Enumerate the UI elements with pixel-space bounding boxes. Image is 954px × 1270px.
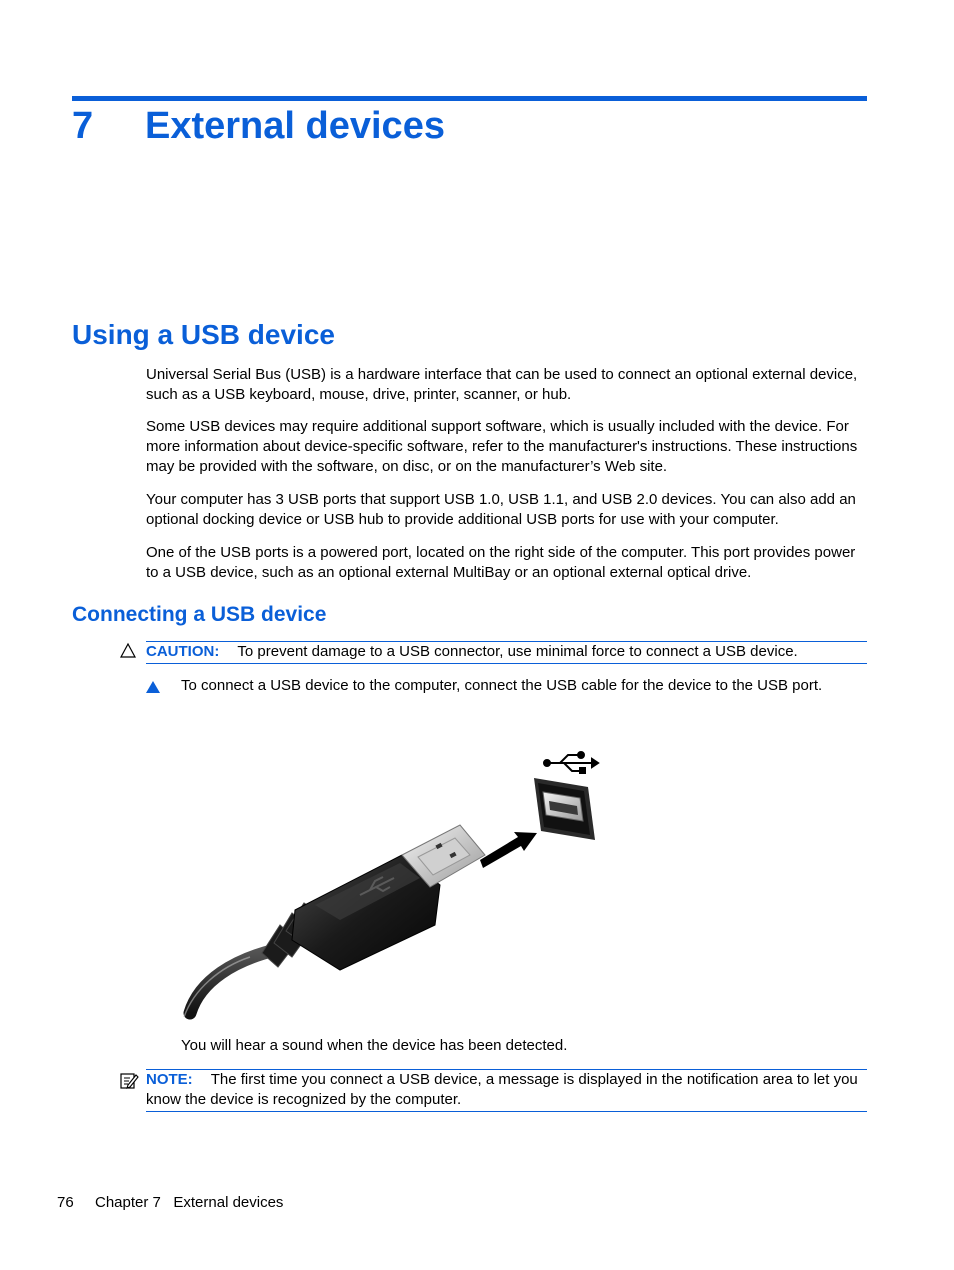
paragraph-intro: Universal Serial Bus (USB) is a hardware interface that can be used to connect an optional external device, such as a USB keyboard, mouse, drive, printer, scanner, or hub. xyxy=(146,366,858,403)
chapter-title: External devices xyxy=(145,105,445,147)
step-triangle-icon xyxy=(145,679,161,695)
caution-triangle-icon xyxy=(119,642,137,660)
paragraph-software: Some USB devices may require additional support software, which is usually included with the device. For more information about device-specific software, refer to the manufacturer's instructions. These instructions may be provided with the software, on disc, or on the manufacturer’s Web site. xyxy=(146,418,858,475)
paragraph-ports: Your computer has 3 USB ports that support USB 1.0, USB 1.1, and USB 2.0 devices. You can also add an optional docking device or USB hub to provide additional USB ports for use with your computer. xyxy=(146,491,856,528)
chapter-number: 7 xyxy=(72,105,94,147)
usb-symbol-icon xyxy=(544,752,598,773)
note-pencil-icon xyxy=(119,1071,139,1091)
chapter-rule xyxy=(72,96,867,101)
note-label: NOTE: xyxy=(146,1071,193,1088)
step-text: To connect a USB device to the computer, connect the USB cable for the device to the USB port. xyxy=(181,677,823,694)
note-box xyxy=(146,1069,867,1112)
detection-text: You will hear a sound when the device has been detected. xyxy=(181,1037,568,1054)
subsection-heading: Connecting a USB device xyxy=(72,603,327,626)
paragraph-powered-port: One of the USB ports is a powered port, located on the right side of the computer. This port provides power to a USB device, such as an optional external MultiBay or an optional external optical drive. xyxy=(146,544,856,581)
caution-label: CAUTION: xyxy=(146,643,220,660)
caution-box xyxy=(146,641,867,664)
section-heading: Using a USB device xyxy=(72,319,335,350)
page-number: 76 xyxy=(57,1194,74,1211)
caution-text: To prevent damage to a USB connector, use minimal force to connect a USB device. xyxy=(237,643,798,660)
footer-chapter-ref: Chapter 7 External devices xyxy=(95,1194,284,1211)
usb-connection-illustration xyxy=(180,745,620,1020)
note-text: The first time you connect a USB device, a message is displayed in the notification area to let you know the device is recognized by the computer. xyxy=(146,1071,858,1108)
